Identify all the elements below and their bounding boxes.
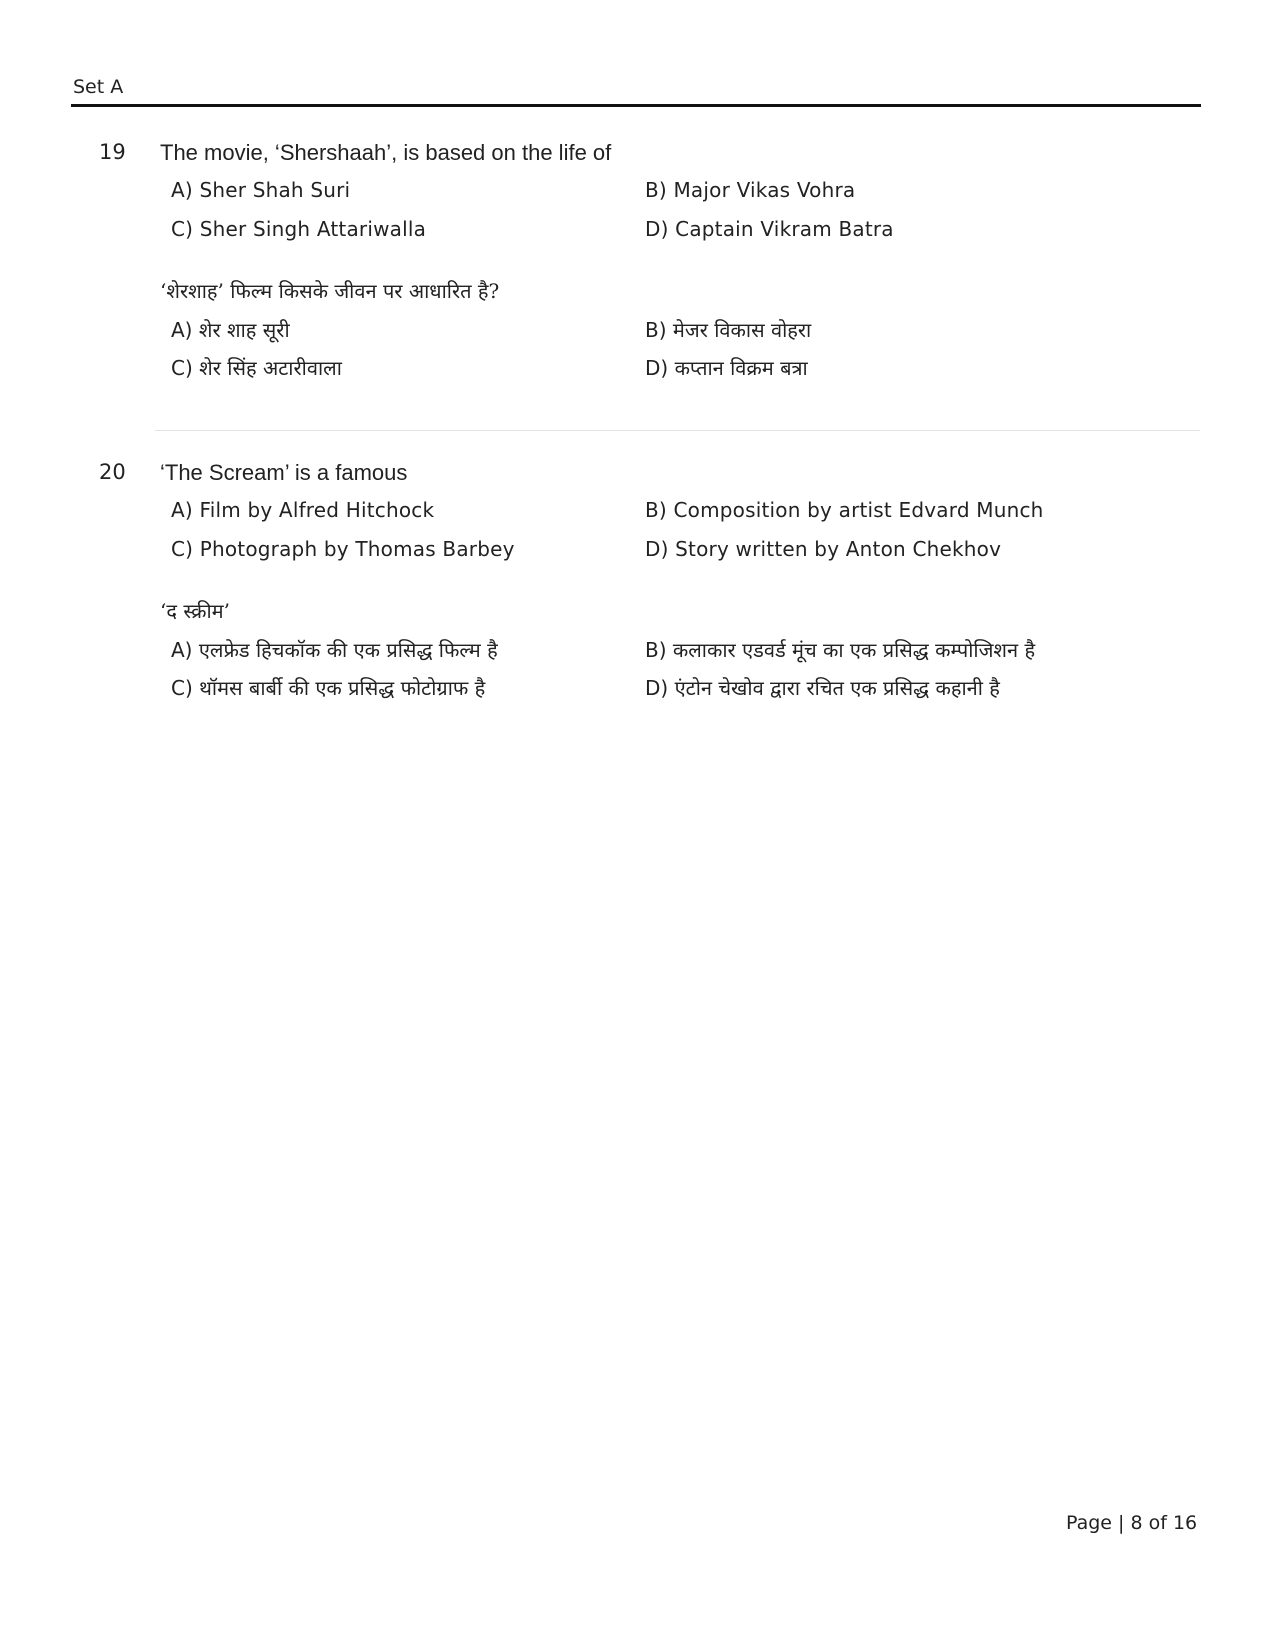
set-label: Set A bbox=[73, 76, 124, 98]
option-d-hindi bbox=[645, 674, 1000, 701]
option-text: कप्तान विक्रम बत्रा bbox=[674, 356, 808, 380]
option-text: थॉमस बार्बी की एक प्रसिद्ध फोटोग्राफ है bbox=[199, 676, 486, 700]
option-letter: D) bbox=[645, 676, 675, 700]
option-text: मेजर विकास वोहरा bbox=[672, 318, 812, 342]
option-text: शेर सिंह अटारीवाला bbox=[199, 356, 342, 380]
option-b-hindi bbox=[645, 636, 1035, 663]
option-a-hindi bbox=[171, 636, 498, 663]
question-number: 20 bbox=[99, 460, 126, 484]
option-d-hindi bbox=[645, 354, 808, 381]
option-text: कलाकार एडवर्ड मूंच का एक प्रसिद्ध कम्पोजिशन है bbox=[672, 638, 1036, 662]
option-a-english: A) Film by Alfred Hitchock bbox=[171, 498, 435, 522]
option-d-english: D) Story written by Anton Chekhov bbox=[645, 537, 1002, 561]
option-d-english: D) Captain Vikram Batra bbox=[645, 217, 894, 241]
option-text: एलफ्रेड हिचकॉक की एक प्रसिद्ध फिल्म है bbox=[198, 638, 498, 662]
option-c-hindi bbox=[171, 674, 485, 701]
question-text-hindi: ‘शेरशाह’ फिल्म किसके जीवन पर आधारित है? bbox=[160, 279, 500, 303]
option-letter: A) bbox=[171, 638, 199, 662]
question-text-english: ‘The Scream’ is a famous bbox=[160, 460, 408, 485]
option-letter: D) bbox=[645, 356, 675, 380]
option-b-english: B) Major Vikas Vohra bbox=[645, 178, 856, 202]
question-divider bbox=[155, 430, 1200, 431]
option-c-english: C) Sher Singh Attariwalla bbox=[171, 217, 427, 241]
question-text-english: The movie, ‘Shershaah’, is based on the life of bbox=[160, 140, 612, 165]
option-b-english: B) Composition by artist Edvard Munch bbox=[645, 498, 1044, 522]
question-number: 19 bbox=[99, 140, 126, 164]
option-c-hindi bbox=[171, 354, 342, 381]
option-c-english: C) Photograph by Thomas Barbey bbox=[171, 537, 515, 561]
option-text: एंटोन चेखोव द्वारा रचित एक प्रसिद्ध कहानी है bbox=[674, 676, 1000, 700]
option-letter: B) bbox=[645, 638, 673, 662]
option-b-hindi bbox=[645, 316, 811, 343]
question-text-hindi: ‘द स्क्रीम’ bbox=[160, 599, 230, 623]
option-letter: A) bbox=[171, 318, 199, 342]
option-a-hindi bbox=[171, 316, 290, 343]
option-letter: B) bbox=[645, 318, 673, 342]
option-letter: C) bbox=[171, 356, 200, 380]
option-letter: C) bbox=[171, 676, 200, 700]
option-a-english: A) Sher Shah Suri bbox=[171, 178, 351, 202]
page-number: Page | 8 of 16 bbox=[1066, 1512, 1198, 1534]
option-text: शेर शाह सूरी bbox=[198, 318, 290, 342]
header-rule bbox=[71, 104, 1201, 107]
